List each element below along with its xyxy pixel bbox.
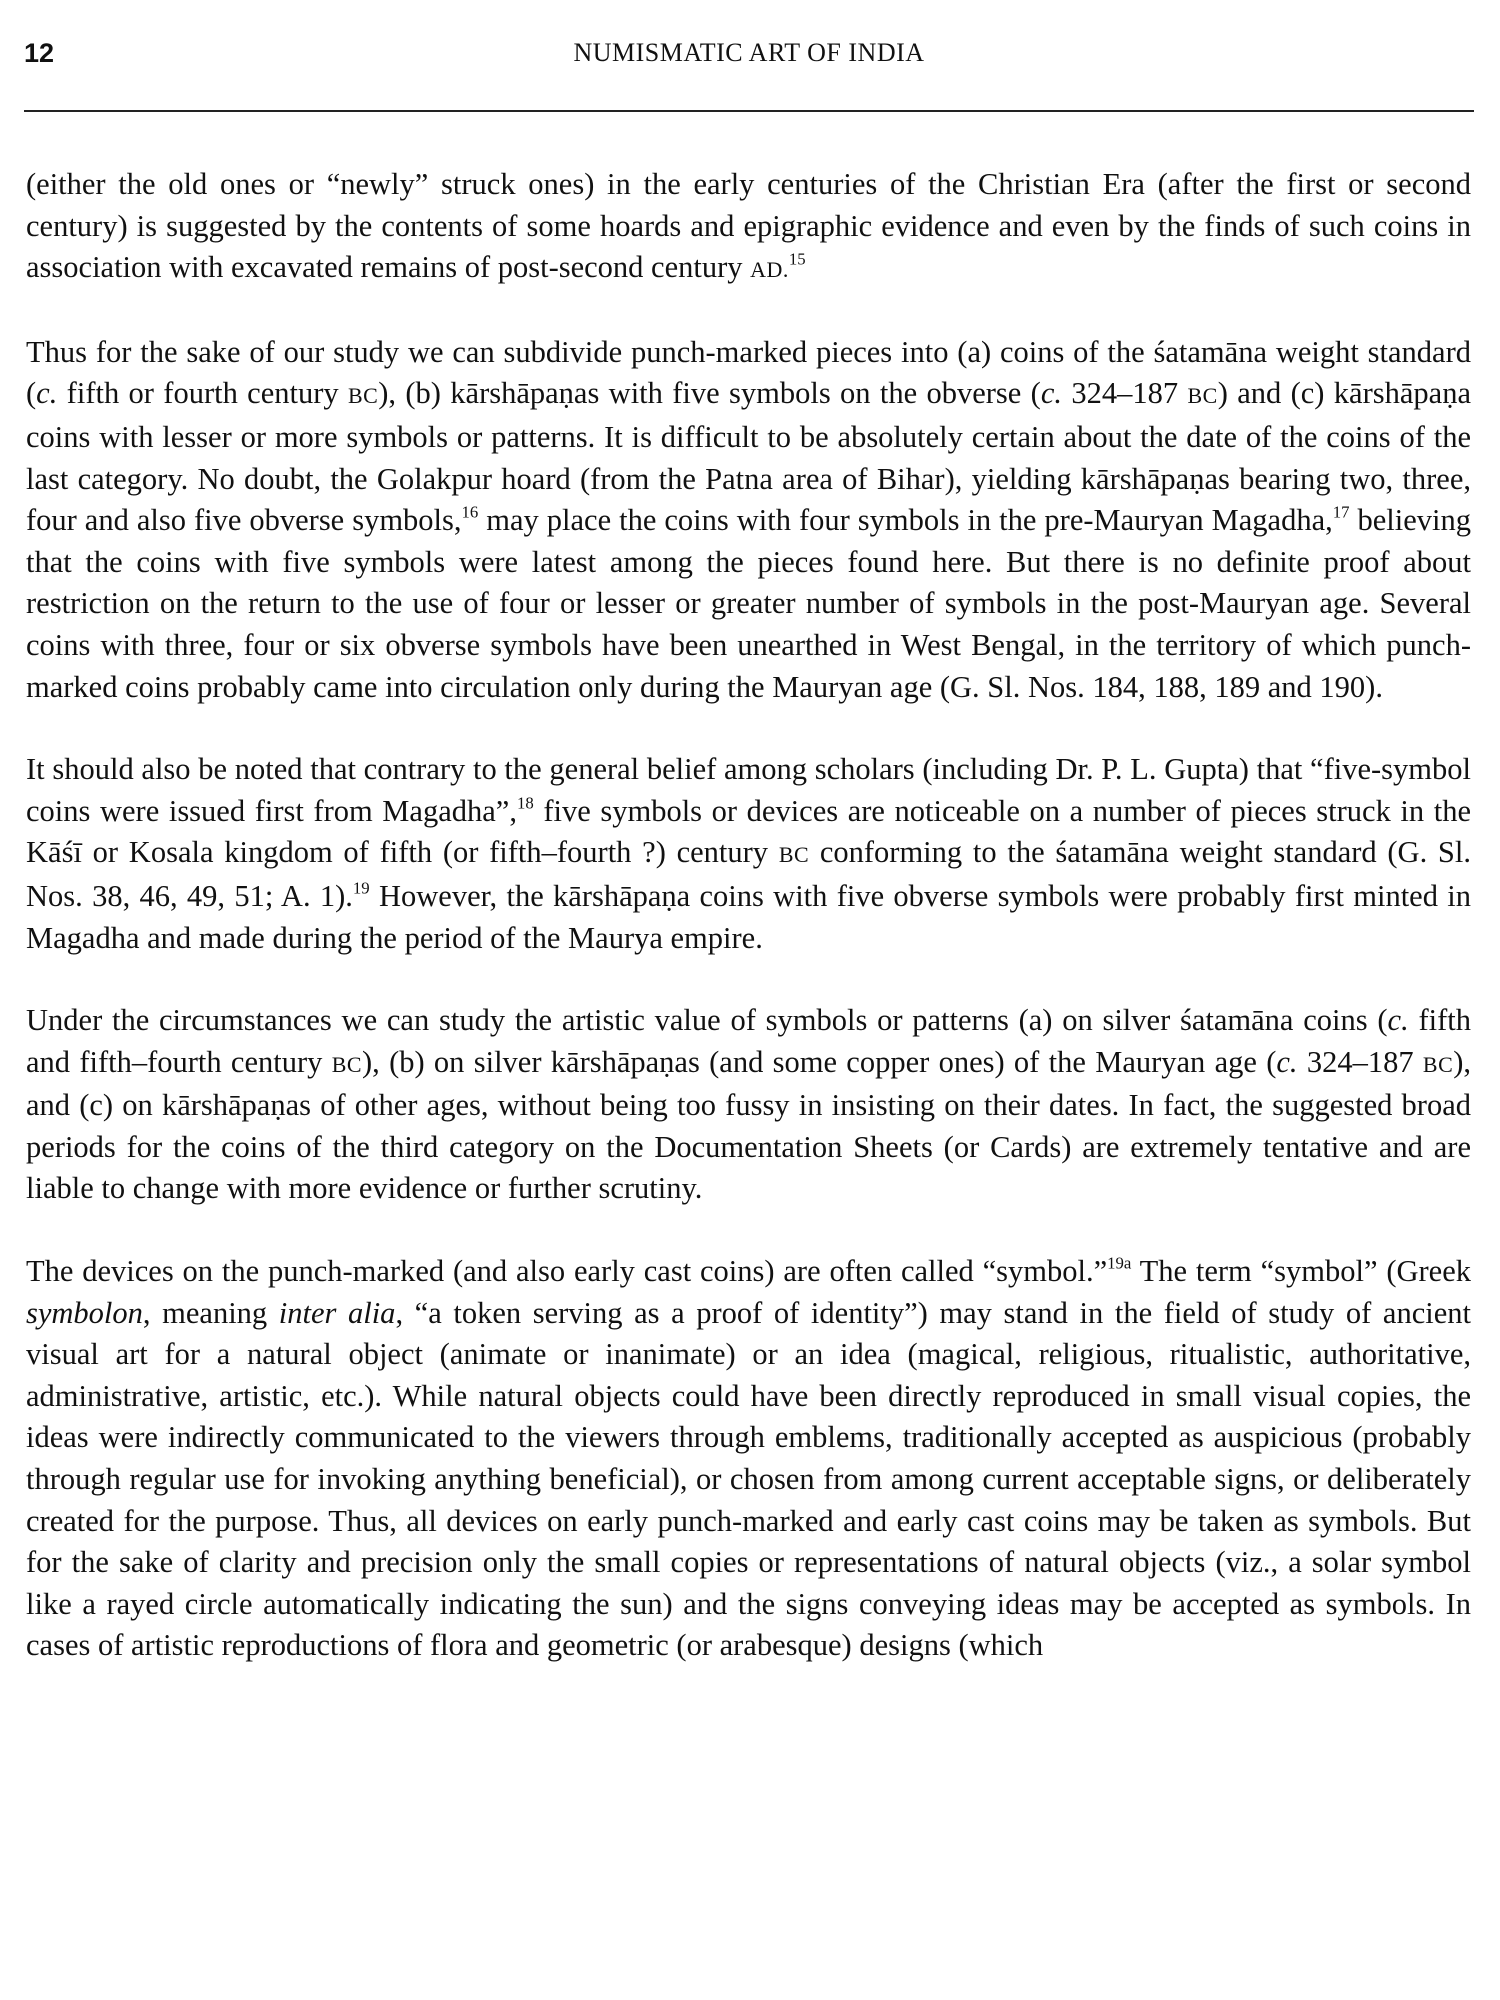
page-number: 12 [24,38,55,68]
footnote-ref-19: 19 [352,878,370,898]
body-text [26,164,1471,1667]
footnote-ref-19a: 19a [1107,1253,1132,1273]
paragraph-5: The devices on the punch-marked (and also early cast coins) are often called “symbol.”$^{19a}$ The term “symbol” (Greek symbolon, meaning inter alia, “a token serving as a proof of identity”) may stand in the field of study of ancient visual art for a natural object (animate or inanimate) or an idea (magical, religious, ritualistic, authoritative, administrative, artistic, etc.). While natural objects could have been directly reproduced in small visual copies, the ideas were indirectly communicated to the viewers through emblems, traditionally accepted as auspicious (probably through regular use for invoking anything beneficial), or chosen from among current acceptable signs, or deliberately created for the purpose. Thus, all devices on early punch-marked and early cast coins may be taken as symbols. But for the sake of clarity and precision only the small copies or representations of natural objects (viz., a solar symbol like a rayed circle automatically indicating the sun) and the signs conveying ideas may be accepted as symbols. In cases of artistic reproductions of flora and geometric (or arabesque) designs (which [26,1253,1471,1663]
paragraph-3: It should also be noted that contrary to the general belief among scholars (including Dr. P. L. Gupta) that “five-symbol coins were issued first from Magadha”,$^{18}$ five symbols or devices are noticeable on a number of pieces struck in the Kāśī or Kosala kingdom of fifth (or fifth–fourth ?) century BC conforming to the śatamāna weight standard (G. Sl. Nos. 38, 46, 49, 51; A. 1).$^{19}$ However, the kārshāpaṇa coins with five obverse symbols were probably first minted in Magadha and made during the period of the Maurya empire. [26,752,1472,955]
footnote-ref-15: 15 [788,249,806,269]
paragraph-4: Under the circumstances we can study the artistic value of symbols or patterns (a) on silver śatamāna coins (c. fifth and fifth–fourth century BC), (b) on silver kārshāpaṇas (and some copper ones) of the Mauryan age (c. 324–187 BC), and (c) on kārshāpaṇas of other ages, without being too fussy in insisting on their dates. In fact, the suggested broad periods for the coins of the third category on the Documentation Sheets (or Cards) are extremely tentative and are liable to change with more evidence or further scrutiny. [26,1003,1472,1206]
running-title: NUMISMATIC ART OF INDIA [573,38,925,67]
footnote-ref-16: 16 [461,502,479,522]
paragraph-2: Thus for the sake of our study we can subdivide punch-marked pieces into (a) coins of the śatamāna weight standard (c. fifth or fourth century BC), (b) kārshāpaṇas with five symbols on the obverse (c. 324–187 BC) and (c) kārshāpaṇa coins with lesser or more symbols or patterns. It is difficult to be absolutely certain about the date of the coins of the last category. No doubt, the Golakpur hoard (from the Patna area of Bihar), yielding kārshāpaṇas bearing two, three, four and also five obverse symbols,$^{16}$ may place the coins with four symbols in the pre-Mauryan Magadha,$^{17}$ believing that the coins with five symbols were latest among the pieces found here. But there is no definite proof about restriction on the return to the use of four or lesser or greater number of symbols in the post-Mauryan age. Several coins with three, four or six obverse symbols have been unearthed in West Bengal, in the territory of which punch-marked coins probably came into circulation only during the Mauryan age (G. Sl. Nos. 184, 188, 189 and 190). [26,334,1471,704]
footnote-ref-18: 18 [516,793,534,813]
page-header [24,30,1474,112]
paragraph-1: (either the old ones or “newly” struck ones) in the early centuries of the Christian Era (after the first or second century) is suggested by the contents of some hoards and epigraphic evidence and even by the finds of such coins in association with excavated remains of post-second century AD.$^{15}$ [26,167,1471,285]
footnote-ref-17: 17 [1332,502,1350,522]
